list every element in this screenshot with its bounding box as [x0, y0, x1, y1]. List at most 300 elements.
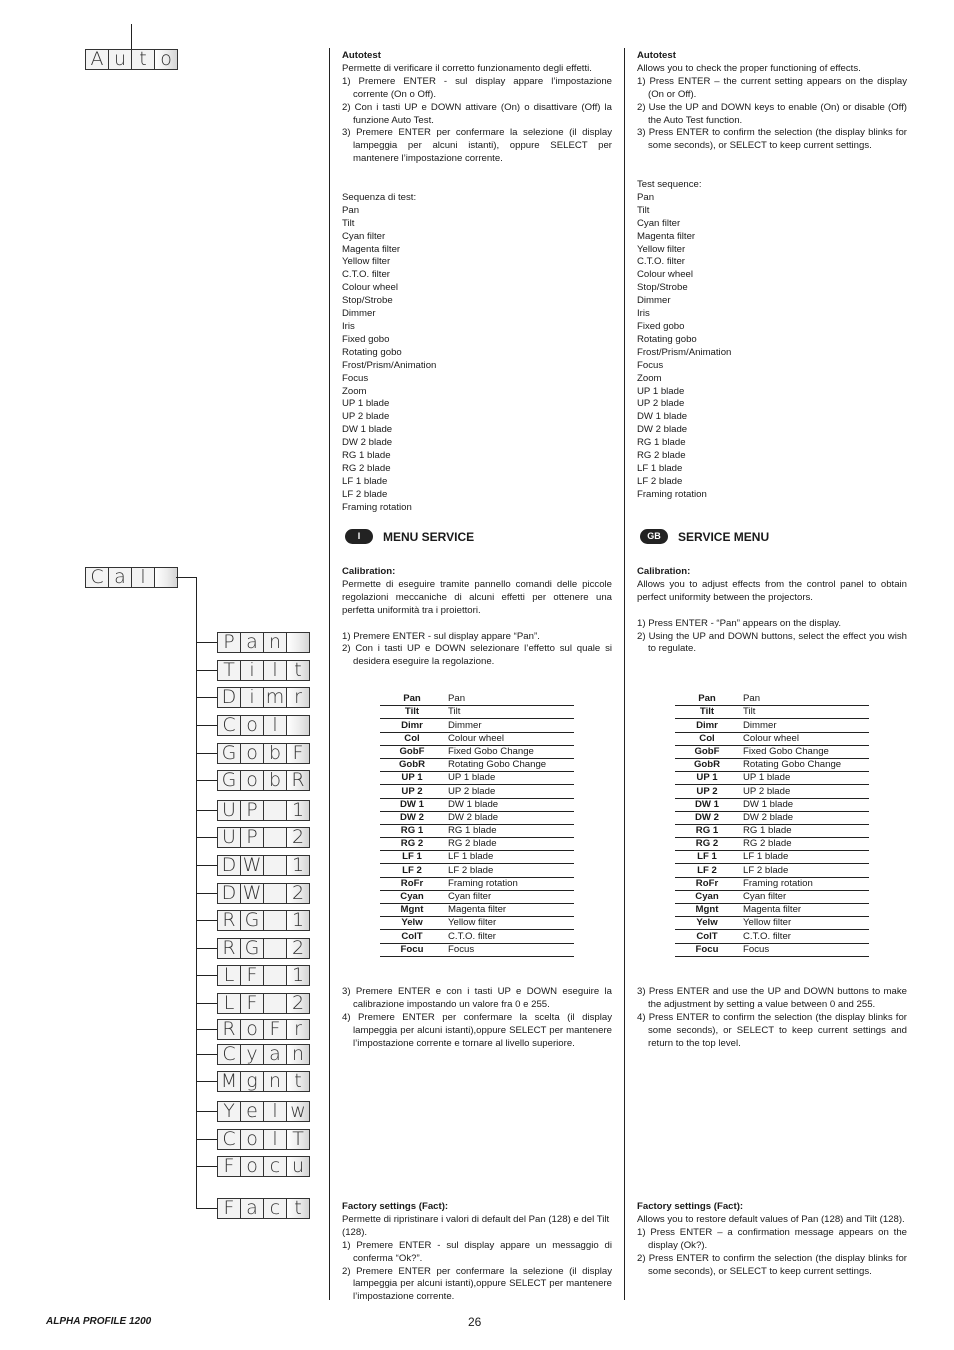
table-cell-description: DW 1 blade — [444, 798, 574, 811]
gb-autotest-title: Autotest — [637, 50, 676, 61]
display-char: L — [217, 965, 241, 986]
list-item: DW 2 blade — [637, 424, 688, 436]
table-cell-code: DW 1 — [380, 798, 444, 811]
display-item — [217, 632, 309, 653]
list-item: LF 2 blade — [637, 475, 683, 487]
display-char — [286, 715, 310, 736]
it-autotest-title: Autotest — [342, 50, 381, 61]
table-cell-description: Focus — [739, 943, 869, 956]
display-char: b — [263, 743, 287, 764]
display-char: 1 — [286, 965, 310, 986]
tree-branch — [196, 670, 217, 671]
display-char — [263, 910, 287, 931]
tree-branch — [196, 1111, 217, 1112]
table-row — [380, 851, 574, 864]
display-item — [217, 1071, 309, 1092]
list-item: Yellow filter — [637, 243, 686, 255]
display-char: F — [263, 1019, 287, 1040]
display-char: t — [131, 49, 155, 70]
table-cell-description: UP 2 blade — [444, 785, 574, 798]
display-char: D — [217, 687, 241, 708]
table-cell-description: Colour wheel — [444, 732, 574, 745]
list-item: Framing rotation — [342, 501, 412, 513]
display-item — [217, 1129, 309, 1150]
page-number: 26 — [468, 1315, 482, 1329]
display-char: P — [240, 827, 264, 848]
tree-branch — [196, 1081, 217, 1082]
it-calibration-steps-b — [342, 986, 612, 1051]
display-char: o — [240, 743, 264, 764]
display-item — [217, 993, 309, 1014]
display-char: y — [240, 1044, 264, 1065]
display-char: R — [217, 1019, 241, 1040]
it-factory-intro: Permette di ripristinare i valori di default del Pan (128) e del Tilt (128). — [342, 1213, 610, 1238]
table-cell-description: UP 2 blade — [739, 785, 869, 798]
tree-branch — [196, 697, 217, 698]
list-item: Framing rotation — [637, 488, 707, 500]
gb-autotest-block — [637, 50, 907, 502]
list-item: 4) Premere ENTER per confermare la scelta (il display lampeggia per alcuni istanti),oppure SELECT per mantenere l’impostazione corrente e tornare al livello superiore. — [342, 1011, 612, 1049]
display-char: C — [85, 567, 109, 588]
it-language-badge: I — [345, 529, 373, 544]
table-cell-code: LF 1 — [380, 851, 444, 864]
display-item — [217, 910, 309, 931]
table-row — [675, 851, 869, 864]
it-factory-steps — [342, 1240, 612, 1305]
table-cell-code: UP 1 — [380, 772, 444, 785]
table-row — [675, 904, 869, 917]
tree-branch — [196, 1054, 217, 1055]
display-item — [217, 883, 309, 904]
display-item — [217, 1044, 309, 1065]
list-item: UP 2 blade — [342, 411, 390, 423]
display-char: G — [240, 910, 264, 931]
display-char: 1 — [286, 910, 310, 931]
display-char: o — [240, 1129, 264, 1150]
list-item: Fixed gobo — [342, 333, 390, 345]
table-cell-description: Dimmer — [444, 719, 574, 732]
display-char: w — [286, 1101, 310, 1122]
list-item: 1) Premere ENTER - sul display appare “Pan”. — [342, 630, 540, 642]
table-row — [675, 785, 869, 798]
display-item — [217, 800, 309, 821]
display-char: F — [240, 993, 264, 1014]
gb-autotest-intro: Allows you to check the proper functioning of effects. — [637, 62, 861, 74]
table-cell-description: LF 1 blade — [444, 851, 574, 864]
display-item — [217, 965, 309, 986]
display-char: R — [286, 770, 310, 791]
display-char — [263, 827, 287, 848]
gb-calibration-title: Calibration: — [637, 566, 691, 577]
tree-branch — [196, 1139, 217, 1140]
gb-sequence-title: Test sequence: — [637, 179, 702, 191]
list-item: 2) Con i tasti UP e DOWN attivare (On) o disattivare (Off) la funzione Auto Test. — [342, 101, 612, 126]
gb-factory-steps — [637, 1227, 907, 1279]
table-cell-code: Focu — [675, 943, 739, 956]
table-cell-description: Pan — [739, 693, 869, 706]
list-item: LF 1 blade — [342, 475, 388, 487]
display-char: b — [263, 770, 287, 791]
table-cell-description: LF 2 blade — [739, 864, 869, 877]
table-cell-description: Cyan filter — [444, 890, 574, 903]
table-row — [380, 904, 574, 917]
display-char — [263, 883, 287, 904]
list-item: RG 1 blade — [637, 437, 686, 449]
display-char: 2 — [286, 827, 310, 848]
table-cell-code: RoFr — [380, 877, 444, 890]
table-row — [380, 785, 574, 798]
list-item: Magenta filter — [342, 243, 401, 255]
list-item: Pan — [342, 204, 360, 216]
display-char: a — [240, 1198, 264, 1219]
table-cell-description: Cyan filter — [739, 890, 869, 903]
display-char: T — [286, 1129, 310, 1150]
display-char: i — [240, 660, 264, 681]
list-item: Dimmer — [342, 308, 376, 320]
tree-branch — [196, 1166, 217, 1167]
display-char — [263, 965, 287, 986]
display-char: G — [240, 938, 264, 959]
display-char: P — [217, 632, 241, 653]
table-cell-code: GobR — [675, 758, 739, 771]
table-row — [380, 824, 574, 837]
table-cell-code: Mgnt — [380, 904, 444, 917]
table-cell-code: UP 2 — [675, 785, 739, 798]
list-item: 2) Press ENTER to confirm the selection (the display blinks for some seconds), or SELECT to keep current settings. — [637, 1252, 907, 1277]
table-cell-code: Col — [380, 732, 444, 745]
display-char: F — [217, 1156, 241, 1177]
table-row — [675, 732, 869, 745]
it-sequence-list — [342, 205, 612, 515]
list-item: 1) Press ENTER – a confirmation message appears on the display (Ok?). — [637, 1226, 907, 1251]
table-cell-description: Tilt — [444, 706, 574, 719]
list-item: 1) Premere ENTER - sul display appare l’impostazione corrente (On o Off). — [342, 75, 612, 100]
display-char: F — [217, 1198, 241, 1219]
it-calibration-block — [342, 566, 612, 669]
table-cell-description: Colour wheel — [739, 732, 869, 745]
display-char: l — [263, 1129, 287, 1150]
display-cal — [85, 567, 177, 588]
display-auto — [85, 49, 177, 70]
table-cell-code: RoFr — [675, 877, 739, 890]
list-item: DW 1 blade — [342, 424, 393, 436]
table-row — [380, 798, 574, 811]
table-cell-code: UP 1 — [675, 772, 739, 785]
gb-language-badge: GB — [640, 529, 668, 544]
display-char: C — [217, 1129, 241, 1150]
display-char — [263, 938, 287, 959]
display-item — [217, 1019, 309, 1040]
list-item: 1) Press ENTER - “Pan” appears on the display. — [637, 617, 842, 629]
gb-calibration-intro: Allows you to adjust effects from the control panel to obtain perfect uniformity between the projectors. — [637, 578, 907, 603]
gb-sequence-list — [637, 192, 907, 502]
table-cell-code: Cyan — [675, 890, 739, 903]
table-row — [380, 693, 574, 706]
list-item: 2) Con i tasti UP e DOWN selezionare l’effetto sul quale si desidera eseguire la regolazione. — [342, 643, 612, 668]
display-char: c — [263, 1198, 287, 1219]
table-row — [675, 917, 869, 930]
table-row — [380, 758, 574, 771]
display-char: a — [240, 632, 264, 653]
list-item: Rotating gobo — [342, 346, 402, 358]
table-row — [380, 930, 574, 943]
table-cell-description: Rotating Gobo Change — [444, 758, 574, 771]
tree-branch — [196, 920, 217, 921]
table-cell-code: LF 1 — [675, 851, 739, 864]
table-cell-description: Magenta filter — [444, 904, 574, 917]
table-cell-description: Framing rotation — [739, 877, 869, 890]
table-cell-code: RG 1 — [380, 824, 444, 837]
display-item — [217, 1101, 309, 1122]
list-item: Zoom — [342, 385, 367, 397]
table-cell-code: Mgnt — [675, 904, 739, 917]
tree-branch — [196, 725, 217, 726]
list-item: Iris — [637, 308, 650, 320]
table-cell-code: Col — [675, 732, 739, 745]
display-char: A — [85, 49, 109, 70]
footer-product-title: ALPHA PROFILE 1200 — [46, 1316, 152, 1327]
table-cell-code: Focu — [380, 943, 444, 956]
table-row — [380, 772, 574, 785]
gb-calibration-steps-a — [637, 618, 907, 657]
table-cell-description: Magenta filter — [739, 904, 869, 917]
list-item: Focus — [342, 372, 369, 384]
table-cell-description: C.T.O. filter — [739, 930, 869, 943]
list-item: Fixed gobo — [637, 321, 685, 332]
table-cell-description: RG 1 blade — [444, 824, 574, 837]
it-calibration-steps-b-block — [342, 986, 612, 1051]
list-item: Stop/Strobe — [342, 295, 393, 307]
list-item: 3) Premere ENTER per confermare la selezione (il display lampeggia per alcuni istanti), oppure SELECT per mantenere l’impostazione corrente. — [342, 127, 612, 165]
table-row — [380, 890, 574, 903]
table-row — [675, 811, 869, 824]
table-row — [380, 732, 574, 745]
tree-branch — [196, 1003, 217, 1004]
list-item: Stop/Strobe — [637, 282, 688, 294]
gb-autotest-steps — [637, 76, 907, 153]
table-cell-code: Dimr — [675, 719, 739, 732]
table-cell-code: GobF — [380, 745, 444, 758]
it-autotest-intro: Permette di verificare il corretto funzionamento degli effetti. — [342, 62, 592, 74]
list-item: 1) Premere ENTER - sul display appare un messaggio di conferma “Ok?”. — [342, 1239, 612, 1264]
table-cell-description: Tilt — [739, 706, 869, 719]
list-item: LF 1 blade — [637, 462, 683, 474]
table-row — [675, 719, 869, 732]
display-char: c — [263, 1156, 287, 1177]
display-char: 2 — [286, 993, 310, 1014]
table-cell-description: DW 2 blade — [739, 811, 869, 824]
display-item — [217, 938, 309, 959]
list-item: Tilt — [342, 217, 355, 229]
table-cell-code: Pan — [380, 693, 444, 706]
table-row — [380, 719, 574, 732]
list-item: Colour wheel — [637, 269, 693, 281]
display-char: l — [263, 1101, 287, 1122]
table-cell-code: ColT — [380, 930, 444, 943]
list-item: UP 1 blade — [342, 398, 390, 410]
display-char: m — [263, 687, 287, 708]
list-item: Zoom — [637, 372, 662, 384]
table-cell-code: DW 1 — [675, 798, 739, 811]
table-row — [675, 943, 869, 956]
display-char: n — [263, 632, 287, 653]
display-char: W — [240, 855, 264, 876]
list-item: Frost/Prism/Animation — [342, 359, 437, 371]
it-sequence-title: Sequenza di test: — [342, 191, 417, 203]
table-row — [675, 745, 869, 758]
display-char: o — [240, 770, 264, 791]
table-row — [380, 706, 574, 719]
gb-factory-block — [637, 1201, 907, 1278]
table-row — [675, 890, 869, 903]
list-item: 3) Press ENTER to confirm the selection (the display blinks for some seconds), or SELECT to keep current settings. — [637, 127, 907, 152]
display-item — [217, 855, 309, 876]
tree-branch — [196, 837, 217, 838]
table-cell-code: Tilt — [380, 706, 444, 719]
table-cell-code: LF 2 — [675, 864, 739, 877]
gb-menu-title: SERVICE MENU — [678, 529, 770, 544]
gb-factory-intro: Allows you to restore default values of Pan (128) and Tilt (128). — [637, 1213, 905, 1225]
display-item — [217, 770, 309, 791]
display-char: U — [217, 827, 241, 848]
table-cell-description: Framing rotation — [444, 877, 574, 890]
table-cell-description: LF 1 blade — [739, 851, 869, 864]
table-cell-code: DW 2 — [675, 811, 739, 824]
display-char: g — [240, 1071, 264, 1092]
it-autotest-block — [342, 50, 612, 515]
display-item — [217, 827, 309, 848]
tree-branch-cal — [176, 577, 196, 578]
table-cell-description: Yellow filter — [444, 917, 574, 930]
table-cell-description: DW 1 blade — [739, 798, 869, 811]
display-char: l — [263, 715, 287, 736]
table-row — [675, 758, 869, 771]
display-char: D — [217, 855, 241, 876]
table-row — [675, 798, 869, 811]
table-row — [675, 877, 869, 890]
tree-branch-fact — [196, 1208, 217, 1209]
display-char: D — [217, 883, 241, 904]
display-char: R — [217, 910, 241, 931]
display-char: 1 — [286, 800, 310, 821]
list-item: Tilt — [637, 204, 650, 216]
display-char: U — [217, 800, 241, 821]
table-cell-code: LF 2 — [380, 864, 444, 877]
list-item: 3) Press ENTER and use the UP and DOWN buttons to make the adjustment by setting a value between 0 and 255. — [637, 986, 907, 1010]
display-char — [263, 993, 287, 1014]
it-factory-title: Factory settings (Fact): — [342, 1201, 449, 1212]
display-fact — [217, 1198, 309, 1219]
display-char: o — [240, 715, 264, 736]
list-item: C.T.O. filter — [342, 269, 390, 281]
gb-menu-heading — [640, 529, 769, 544]
display-char: l — [131, 567, 155, 588]
list-item: RG 1 blade — [342, 450, 391, 462]
display-char: Y — [217, 1101, 241, 1122]
list-item: Iris — [342, 321, 355, 332]
display-char: n — [286, 1044, 310, 1065]
display-char — [154, 567, 178, 588]
display-item — [217, 687, 309, 708]
display-item — [217, 660, 309, 681]
table-row — [675, 864, 869, 877]
display-char: o — [154, 49, 178, 70]
list-item: Cyan filter — [637, 217, 681, 229]
display-char: L — [217, 993, 241, 1014]
tree-branch — [196, 893, 217, 894]
list-item: UP 2 blade — [637, 398, 685, 410]
display-char: r — [286, 1019, 310, 1040]
list-item: Magenta filter — [637, 230, 696, 242]
table-cell-description: Dimmer — [739, 719, 869, 732]
display-char: C — [217, 715, 241, 736]
it-calibration-table — [380, 693, 574, 957]
tree-branch — [196, 780, 217, 781]
list-item: 4) Press ENTER to confirm the selection (the display blinks for some seconds), or SELECT to keep current settings and return to the top level. — [637, 1011, 907, 1049]
table-cell-code: Pan — [675, 693, 739, 706]
display-char — [263, 855, 287, 876]
display-char: o — [240, 1156, 264, 1177]
table-row — [380, 811, 574, 824]
display-char: C — [217, 1044, 241, 1065]
display-char: i — [240, 687, 264, 708]
table-cell-code: RG 2 — [675, 838, 739, 851]
display-char — [286, 632, 310, 653]
it-calibration-intro: Permette di eseguire tramite pannello comandi delle piccole regolazioni meccaniche di alcuni effetti per ottenere una perfetta uniformità tra i proiettori. — [342, 578, 612, 616]
list-item: 2) Using the UP and DOWN buttons, select the effect you wish to regulate. — [637, 630, 907, 655]
gb-calibration-table — [675, 693, 869, 957]
tree-branch — [196, 948, 217, 949]
list-item: Yellow filter — [342, 256, 391, 268]
it-calibration-title: Calibration: — [342, 566, 396, 577]
table-cell-code: RG 1 — [675, 824, 739, 837]
table-cell-description: RG 2 blade — [444, 838, 574, 851]
table-cell-description: Focus — [444, 943, 574, 956]
list-item: Cyan filter — [342, 230, 386, 242]
display-char: F — [240, 965, 264, 986]
table-cell-code: DW 2 — [380, 811, 444, 824]
display-char — [263, 800, 287, 821]
table-row — [380, 943, 574, 956]
display-char: T — [217, 660, 241, 681]
tree-branch — [196, 753, 217, 754]
table-cell-description: RG 1 blade — [739, 824, 869, 837]
display-item — [217, 715, 309, 736]
list-item: Rotating gobo — [637, 333, 697, 345]
table-cell-description: Fixed Gobo Change — [739, 745, 869, 758]
table-cell-description: Rotating Gobo Change — [739, 758, 869, 771]
display-char: G — [217, 770, 241, 791]
display-char: t — [286, 1071, 310, 1092]
list-item: 2) Premere ENTER per confermare la selezione (il display lampeggia per alcuni istanti),oppure SELECT per mantenere l’impostazione corrente. — [342, 1265, 612, 1303]
table-cell-code: UP 2 — [380, 785, 444, 798]
it-menu-heading — [345, 529, 474, 544]
table-cell-code: Dimr — [380, 719, 444, 732]
list-item: 1) Press ENTER – the current setting appears on the display (On or Off). — [637, 75, 907, 100]
table-cell-description: C.T.O. filter — [444, 930, 574, 943]
display-char: W — [240, 883, 264, 904]
column-divider-left — [329, 48, 330, 1300]
table-row — [380, 917, 574, 930]
table-row — [380, 877, 574, 890]
it-menu-title: MENU SERVICE — [383, 529, 475, 544]
list-item: Dimmer — [637, 295, 671, 307]
table-row — [675, 824, 869, 837]
table-row — [675, 706, 869, 719]
list-item: Frost/Prism/Animation — [637, 346, 732, 358]
table-cell-description: Yellow filter — [739, 917, 869, 930]
table-cell-description: Pan — [444, 693, 574, 706]
